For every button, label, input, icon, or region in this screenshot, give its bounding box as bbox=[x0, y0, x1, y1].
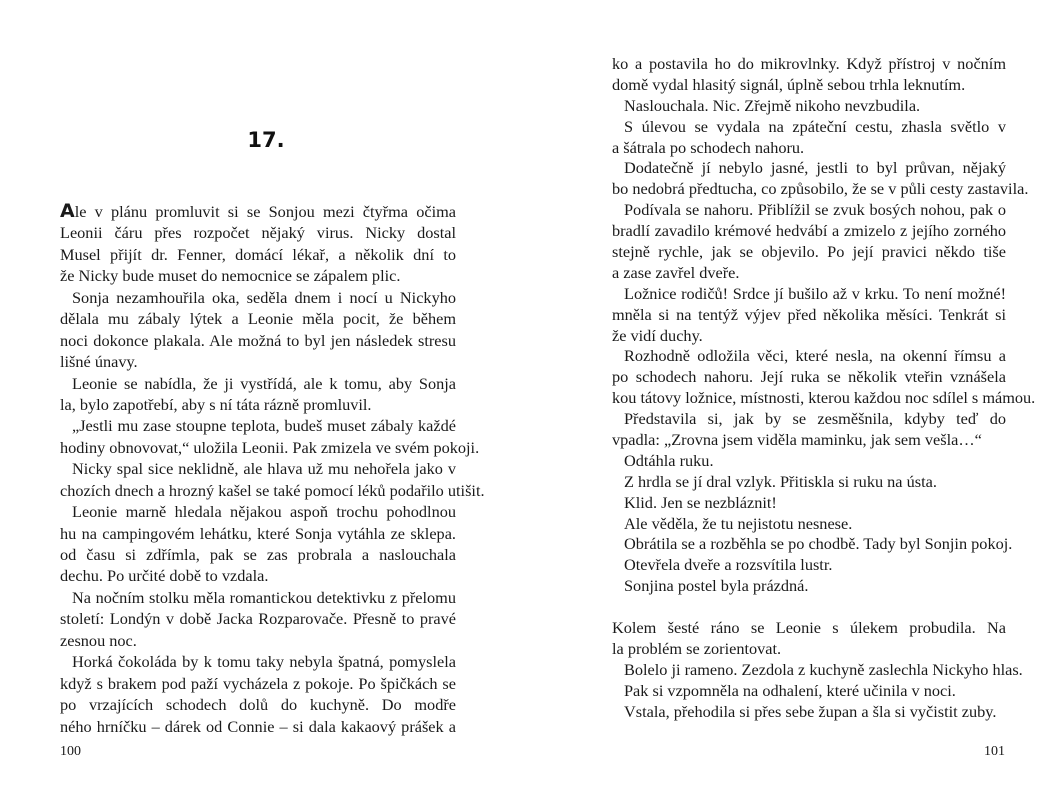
text-line bbox=[60, 565, 456, 586]
body-text bbox=[612, 54, 1036, 723]
text-line bbox=[612, 242, 1006, 263]
text-line bbox=[612, 576, 1006, 597]
text-line-content: Musel přijít dr. Fenner, domácí lékař, a několik dní to bbox=[60, 244, 456, 264]
text-line bbox=[612, 409, 1006, 430]
text-line-content: Sonjina postel byla prázdná. bbox=[624, 576, 809, 596]
text-line-content: ko a postavila ho do mikrovlnky. Když přístroj v nočním bbox=[612, 54, 1006, 73]
text-line bbox=[612, 555, 1006, 576]
text-line bbox=[612, 138, 1006, 159]
text-line-content: lišné únavy. bbox=[60, 352, 138, 372]
text-line-content: dechu. Po určité době to vzdala. bbox=[60, 566, 269, 586]
text-line bbox=[612, 284, 1006, 305]
text-line-content: Klid. Jen se nezbláznit! bbox=[624, 492, 777, 512]
text-line bbox=[60, 587, 456, 608]
text-line bbox=[60, 265, 456, 286]
text-line bbox=[612, 388, 1036, 409]
text-line-content: zesnou noc. bbox=[60, 630, 137, 650]
text-line bbox=[612, 326, 1006, 347]
text-line-content: Pak si vzpomněla na odhalení, které učinila v noci. bbox=[624, 680, 956, 700]
text-line-content: noci dokonce plakala. Ale možná to byl jen následek stresu bbox=[60, 330, 456, 350]
text-line bbox=[60, 544, 456, 565]
text-line-content: Ložnice rodičů! Srdce jí bušilo až v krku. To není možné! bbox=[624, 283, 1006, 303]
text-line-content: bradlí zavadilo krémové hedvábí a zmizelo z jejího zorného bbox=[612, 221, 1006, 241]
text-line-content: Bolelo ji rameno. Zezdola z kuchyně zaslechla Nickyho hlas. bbox=[624, 659, 1023, 679]
text-line-content: mněla si na tentýž výjev před několika měsíci. Tenkrát si bbox=[612, 304, 1006, 324]
text-line bbox=[612, 200, 1006, 221]
text-line-content: Odtáhla ruku. bbox=[624, 450, 714, 470]
text-line-content: že Nicky bude muset do nemocnice se zápalem plic. bbox=[60, 266, 401, 286]
text-line bbox=[612, 54, 1006, 75]
text-line-content: Sonja nezamhouřila oka, seděla dnem i nocí u Nickyho bbox=[72, 287, 456, 307]
text-line bbox=[612, 659, 1023, 681]
text-line-content: a šátrala po schodech nahoru. bbox=[612, 137, 805, 157]
text-line-content: Rozhodně odložila věci, které nesla, na okenní římsu a bbox=[624, 346, 1006, 366]
text-line bbox=[60, 501, 456, 522]
text-line bbox=[612, 618, 1006, 639]
text-line bbox=[60, 222, 456, 243]
text-line bbox=[612, 514, 1006, 535]
text-line bbox=[612, 472, 1006, 493]
text-line bbox=[60, 694, 456, 715]
text-line-content: Z hrdla se jí dral vzlyk. Přitiskla si ruku na ústa. bbox=[624, 471, 937, 491]
text-line-content: Nicky spal sice neklidně, ale hlava už mu nehořela jako v bbox=[72, 459, 456, 479]
text-line bbox=[60, 244, 456, 265]
text-line-content: la, bylo zapotřebí, aby s ní táta rázně promluvil. bbox=[60, 394, 372, 414]
text-line bbox=[60, 480, 485, 501]
text-line bbox=[612, 75, 1006, 96]
text-line-content: Leonie se nabídla, že ji vystřídá, ale k tomu, aby Sonja bbox=[72, 373, 456, 393]
text-line-content: Představila si, jak by se zesměšnila, kdyby teď do bbox=[624, 409, 1006, 429]
text-line bbox=[612, 597, 1006, 618]
text-line-content: stejně rychle, jak se objevilo. Po její pravici někdo tiše bbox=[612, 242, 1006, 262]
text-line bbox=[612, 681, 1006, 702]
text-line-content: když s brakem pod paží vycházela z pokoje. Po špičkách se bbox=[60, 673, 456, 693]
text-line-content: chozích dnech a hrozný kašel se také pomocí léků podařilo utišit. bbox=[60, 480, 485, 500]
text-line bbox=[612, 702, 1006, 723]
text-line-content: Naslouchala. Nic. Zřejmě nikoho nevzbudila. bbox=[624, 95, 921, 115]
text-line bbox=[612, 221, 1006, 242]
text-line-content: Leonii čáru přes rozpočet nějaký virus. Nicky dostal bbox=[60, 223, 456, 243]
text-line-content: Na nočním stolku měla romantickou detektivku z přelomu bbox=[72, 587, 456, 607]
text-line bbox=[60, 415, 456, 436]
text-line-content: Obrátila se a rozběhla se po chodbě. Tady byl Sonjin pokoj. bbox=[624, 534, 1013, 554]
text-line-content: po vrzajících schodech dolů do kuchyně. Do modře bbox=[60, 695, 456, 715]
body-text bbox=[60, 201, 485, 737]
text-line bbox=[612, 493, 1006, 514]
text-line bbox=[612, 117, 1006, 138]
text-line bbox=[612, 346, 1006, 367]
text-line-content: vpadla: „Zrovna jsem viděla maminku, jak sem vešla…“ bbox=[612, 430, 982, 450]
page-number: 100 bbox=[60, 744, 81, 759]
text-line-content: Dodatečně jí nebylo jasné, jestli to byl průvan, nějaký bbox=[624, 158, 1006, 178]
page-number: 101 bbox=[984, 744, 1005, 759]
text-line bbox=[60, 351, 456, 372]
text-line bbox=[60, 608, 456, 629]
text-line-content: domě vydal hlasitý signál, úplně sebou trhla leknutím. bbox=[612, 74, 966, 94]
chapter-title: 17. bbox=[247, 128, 285, 152]
text-line bbox=[612, 158, 1006, 179]
text-line bbox=[60, 651, 456, 672]
text-line-content: že vidí duchy. bbox=[612, 325, 703, 345]
text-line bbox=[612, 430, 1006, 451]
text-line-content: Leonie marně hledala nějakou aspoň trochu pohodlnou bbox=[72, 502, 456, 522]
text-line-content: Otevřela dveře a rozsvítila lustr. bbox=[624, 555, 833, 575]
text-line bbox=[612, 305, 1006, 326]
text-line bbox=[60, 308, 456, 329]
text-line bbox=[612, 96, 1006, 117]
text-line bbox=[60, 523, 456, 544]
text-line-content: hodiny obnovovat,“ uložila Leonii. Pak zmizela ve svém pokoji. bbox=[60, 437, 480, 457]
text-line-content: bo nedobrá předtucha, co způsobilo, že se v půli cesty zastavila. bbox=[612, 179, 1029, 199]
text-line bbox=[60, 458, 456, 479]
right-page bbox=[532, 0, 1064, 800]
text-line bbox=[60, 437, 480, 458]
text-line-content: a zase zavřel dveře. bbox=[612, 262, 740, 282]
text-line bbox=[612, 179, 1029, 200]
text-line-content: S úlevou se vydala na zpáteční cestu, zhasla světlo v bbox=[624, 116, 1006, 136]
text-line bbox=[60, 373, 456, 394]
text-line bbox=[612, 534, 1013, 555]
text-line bbox=[612, 451, 1006, 472]
text-line-content: dělala mu zábaly lýtek a Leonie měla pocit, že během bbox=[60, 309, 456, 329]
text-line-content: Horká čokoláda by k tomu taky nebyla špatná, pomyslela bbox=[72, 652, 456, 672]
text-line bbox=[60, 673, 456, 694]
text-line bbox=[60, 630, 456, 651]
text-line-content: Kolem šesté ráno se Leonie s úlekem probudila. Na bbox=[612, 618, 1006, 638]
text-line-content: ného hrníčku – dárek od Connie – si dala kakaový prášek a bbox=[60, 716, 456, 736]
text-line-content: Ale věděla, že tu nejistotu nesnese. bbox=[624, 513, 853, 533]
text-line-content: le v plánu promluvit si se Sonjou mezi čtyřma očima bbox=[74, 202, 456, 221]
text-line-content: po schodech nahoru. Její ruka se několik vteřin vznášela bbox=[612, 367, 1006, 387]
text-line-content: hu na campingovém lehátku, které Sonja vytáhla ze sklepa. bbox=[60, 523, 456, 543]
text-line-content: od času si zdřímla, pak se zas probrala a naslouchala bbox=[60, 545, 456, 564]
text-line bbox=[60, 330, 456, 351]
text-line bbox=[612, 367, 1006, 388]
text-line-content: Podívala se nahoru. Přiblížil se zvuk bosých nohou, pak o bbox=[624, 200, 1006, 220]
text-line bbox=[60, 394, 456, 415]
text-line bbox=[60, 716, 456, 737]
text-line bbox=[60, 201, 456, 222]
text-line-content: „Jestli mu zase stoupne teplota, budeš muset zábaly každé bbox=[72, 416, 456, 436]
text-line-content: Vstala, přehodila si přes sebe župan a šla si vyčistit zuby. bbox=[624, 701, 997, 721]
text-line bbox=[60, 287, 456, 308]
text-line-content: kou tátovy ložnice, místnosti, kterou každou noc sdílel s mámou. bbox=[612, 388, 1036, 408]
text-line bbox=[612, 263, 1006, 284]
text-line-content: la problém se zorientovat. bbox=[612, 638, 782, 658]
drop-cap: A bbox=[60, 201, 75, 222]
text-line bbox=[612, 639, 1006, 660]
text-line-content: století: Londýn v době Jacka Rozparovače. Přesně to pravé bbox=[60, 609, 456, 629]
